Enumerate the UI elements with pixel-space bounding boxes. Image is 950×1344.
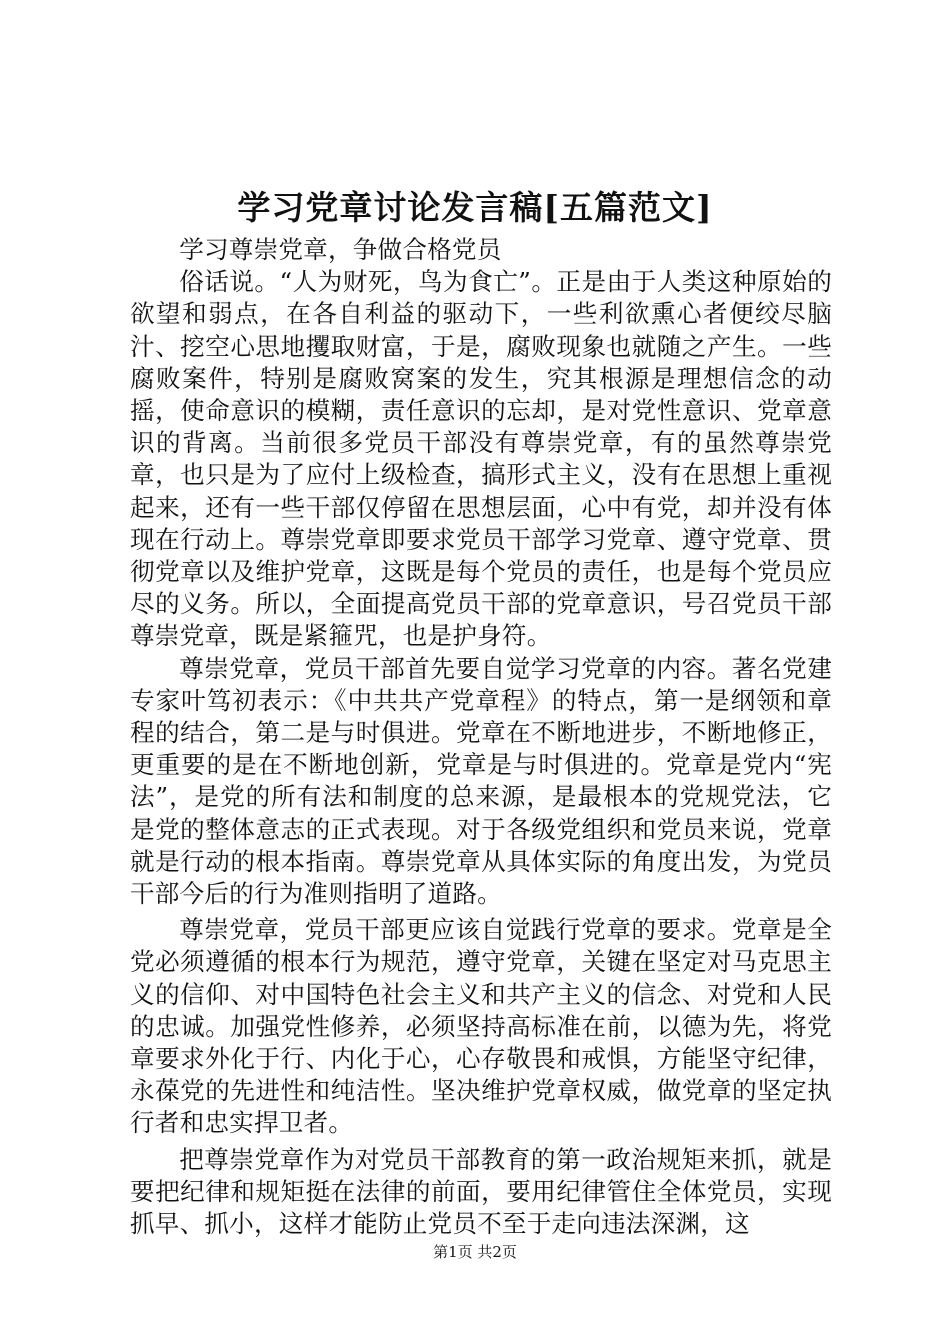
body-paragraph: 俗话说。“人为财死，鸟为食亡”。正是由于人类这种原始的欲望和弱点，在各自利益的驱动下，一些利欲熏心者便绞尽脑汁、挖空心思地攫取财富，于是，腐败现象也就随之产生。一些腐败案件，特别是腐败窝案的发生，究其根源是理想信念的动摇，使命意识的模糊，责任意识的忘却，是对党性意识、党章意识的背离。当前很多党员干部没有尊崇党章，有的虽然尊崇党章，也只是为了应付上级检查，搞形式主义，没有在思想上重视起来，还有一些干部仅停留在思想层面，心中有党，却并没有体现在行动上。尊崇党章即要求党员干部学习党章、遵守党章、贯彻党章以及维护党章，这既是每个党员的责任，也是每个党员应尽的义务。所以，全面提高党员干部的党章意识，号召党员干部尊崇党章，既是紧箍咒，也是护身符。 <box>130 267 832 651</box>
page-footer: 第1页 共2页 <box>433 1243 517 1261</box>
document-body <box>130 234 832 1240</box>
body-paragraph: 把尊崇党章作为对党员干部教育的第一政治规矩来抓，就是要把纪律和规矩挺在法律的前面，要用纪律管住全体党员，实现抓早、抓小，这样才能防止党员不至于走向违法深渊，这 <box>130 1144 832 1239</box>
body-paragraph: 尊崇党章，党员干部首先要自觉学习党章的内容。著名党建专家叶笃初表示：《中共共产党章程》的特点，第一是纲领和章程的结合，第二是与时俱进。党章在不断地进步，不断地修正，更重要的是在不断地创新，党章是与时俱进的。党章是党内“宪法”，是党的所有法和制度的总来源，是最根本的党规党法，它是党的整体意志的正式表现。对于各级党组织和党员来说，党章就是行动的根本指南。尊崇党章从具体实际的角度出发，为党员干部今后的行为准则指明了道路。 <box>130 653 832 909</box>
body-paragraph: 尊崇党章，党员干部更应该自觉践行党章的要求。党章是全党必须遵循的根本行为规范，遵守党章，关键在坚定对马克思主义的信仰、对中国特色社会主义和共产主义的信念、对党和人民的忠诚。加强党性修养，必须坚持高标准在前，以德为先，将党章要求外化于行、内化于心，心存敬畏和戒惧，方能坚守纪律，永葆党的先进性和纯洁性。坚决维护党章权威，做党章的坚定执行者和忠实捍卫者。 <box>130 915 832 1138</box>
document-subtitle: 学习尊崇党章，争做合格党员 <box>179 235 502 264</box>
document-title: 学习党章讨论发言稿[五篇范文] <box>237 188 713 227</box>
